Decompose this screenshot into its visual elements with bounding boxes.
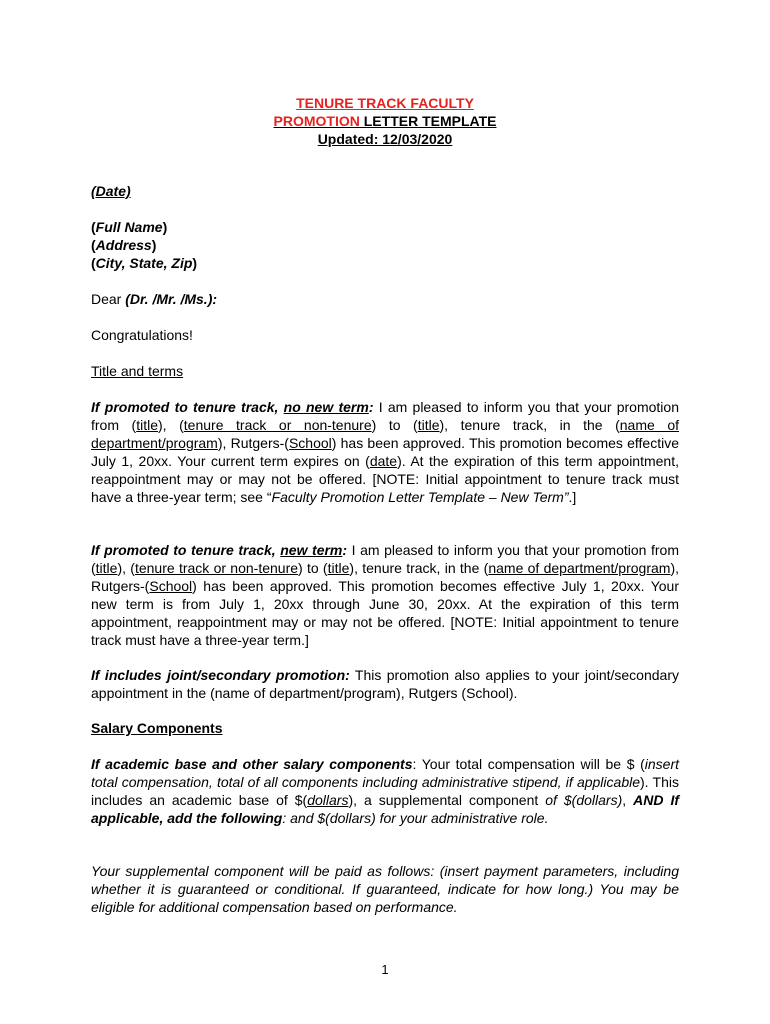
congratulations: Congratulations!	[91, 327, 193, 343]
paragraph-no-new-term: If promoted to tenure track, no new term: I am pleased to inform you that your promotion from (title), (tenure track or non-tenure) to (title), tenure track, in the (name of department/program), Rutgers-(School) has been approved. This promotion becomes effective July 1, 20xx. Your current term expires on (date). At the expiration of this term appointment, reappointment may or may not be offered. [NOTE: Initial appointment to tenure track must have a three-year term; see “Faculty Promotion Letter Template – New Term”.]	[91, 399, 679, 505]
header-line-2	[0, 112, 770, 130]
salary-components-heading: Salary Components	[91, 720, 223, 736]
paragraph-salary: If academic base and other salary components: Your total compensation will be $ (insert total compensation, total of all components including administrative stipend, if applicable). This includes an academic base of $(dollars), a supplemental component of $(dollars), AND If applicable, add the following: and $(dollars) for your administrative role.	[91, 756, 679, 826]
full-name-line: (Full Name)	[91, 219, 168, 235]
header-promotion-word: PROMOTION	[273, 113, 360, 129]
date-placeholder: (Date)	[91, 183, 131, 199]
page-number: 1	[381, 962, 389, 977]
title-terms-heading: Title and terms	[91, 363, 184, 379]
letter-header	[0, 94, 770, 148]
address-block	[91, 218, 679, 272]
salutation: Dear (Dr. /Mr. /Ms.):	[91, 291, 218, 307]
city-state-zip-line: (City, State, Zip)	[91, 255, 198, 271]
header-updated-date: Updated: 12/03/2020	[317, 131, 453, 147]
header-letter-template: LETTER TEMPLATE	[359, 113, 497, 129]
paragraph-new-term: If promoted to tenure track, new term: I am pleased to inform you that your promotion from (title), (tenure track or non-tenure) to (title), tenure track, in the (name of department/program), Rutgers-(School) has been approved. This promotion becomes effective July 1, 20xx. Your new term is from July 1, 20xx through June 30, 20xx. At the expiration of this term appointment, reappointment may or may not be offered. [NOTE: Initial appointment to tenure track must have a three-year term.]	[91, 542, 679, 648]
paragraph-supplemental: Your supplemental component will be paid as follows: (insert payment parameters, including whether it is guaranteed or conditional. If guaranteed, indicate for how long.) You may be eligible for additional compensation based on performance.	[91, 863, 679, 915]
address-line: (Address)	[91, 237, 157, 253]
paragraph-joint-promotion: If includes joint/secondary promotion: This promotion also applies to your joint/secondary appointment in the (name of department/program), Rutgers (School).	[91, 667, 679, 701]
header-line-1: TENURE TRACK FACULTY	[296, 95, 474, 111]
